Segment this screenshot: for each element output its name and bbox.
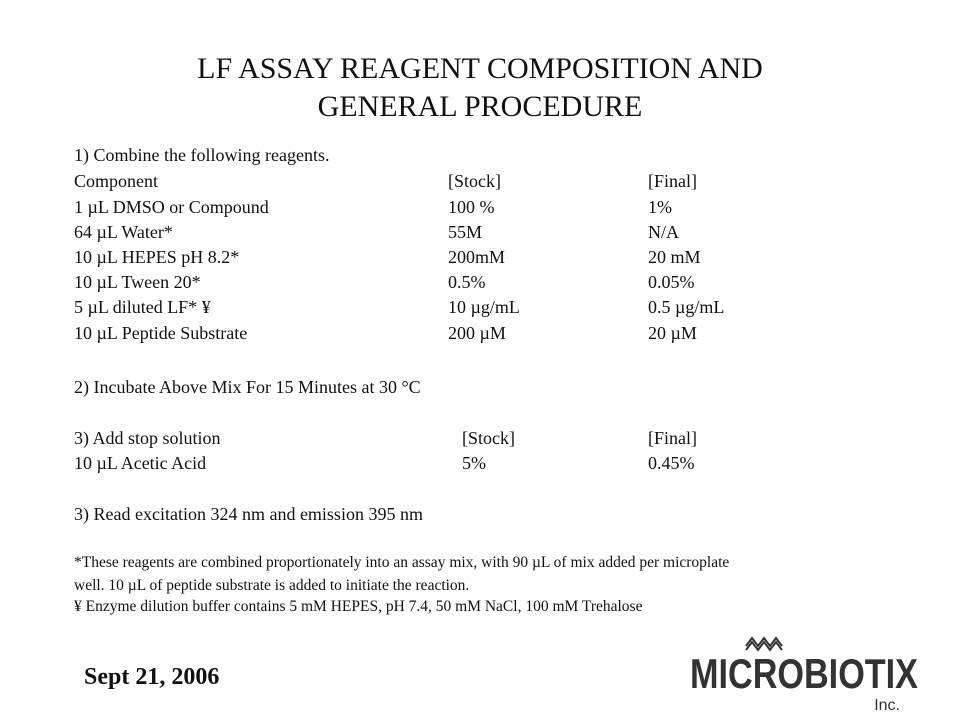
cell-stock: 55M <box>448 222 483 242</box>
cell-stock: 10 µg/mL <box>448 297 520 317</box>
footnote-line-2: well. 10 µL of peptide substrate is added to initiate the reaction. <box>74 577 470 594</box>
cell-final: 20 mM <box>648 247 701 267</box>
cell-final: 0.5 µg/mL <box>648 297 725 317</box>
footnote-line-3: ¥ Enzyme dilution buffer contains 5 mM HEPES, pH 7.4, 50 mM NaCl, 100 mM Trehalose <box>74 598 643 615</box>
header-stock: [Stock] <box>448 171 501 191</box>
step2-heading: 2) Incubate Above Mix For 15 Minutes at 30 °C <box>74 377 421 397</box>
cell-component: 5 µL diluted LF* ¥ <box>74 297 211 317</box>
step3-heading: 3) Add stop solution <box>74 428 221 448</box>
microbiotix-logo <box>684 636 924 716</box>
cell-final: 0.45% <box>648 453 695 473</box>
header-stock: [Stock] <box>462 428 515 448</box>
cell-stock: 200mM <box>448 247 506 267</box>
cell-component: 10 µL Acetic Acid <box>74 453 207 473</box>
step1-heading: 1) Combine the following reagents. <box>74 145 330 165</box>
title-line-1: LF ASSAY REAGENT COMPOSITION AND <box>197 52 763 85</box>
cell-final: 1% <box>648 197 672 217</box>
cell-stock: 0.5% <box>448 272 486 292</box>
cell-stock: 200 µM <box>448 323 506 343</box>
cell-final: N/A <box>648 222 679 242</box>
date-label: Sept 21, 2006 <box>84 664 220 690</box>
cell-final: 0.05% <box>648 272 695 292</box>
step4-heading: 3) Read excitation 324 nm and emission 395 nm <box>74 504 423 524</box>
cell-final: 20 µM <box>648 323 697 343</box>
header-component: Component <box>74 171 158 191</box>
cell-component: 10 µL Tween 20* <box>74 272 201 292</box>
logo-wordmark: MICROBIOTIX <box>690 650 918 697</box>
header-final: [Final] <box>648 428 697 448</box>
logo-waves-icon <box>746 638 782 650</box>
cell-stock: 100 % <box>448 197 495 217</box>
cell-component: 10 µL HEPES pH 8.2* <box>74 247 240 267</box>
logo-suffix: Inc. <box>874 697 900 714</box>
cell-component: 64 µL Water* <box>74 222 173 242</box>
cell-stock: 5% <box>462 453 486 473</box>
page-title <box>0 50 960 126</box>
cell-component: 10 µL Peptide Substrate <box>74 323 248 343</box>
cell-component: 1 µL DMSO or Compound <box>74 197 269 217</box>
footnote-line-1: *These reagents are combined proportionately into an assay mix, with 90 µL of mix added per microplate <box>74 554 730 571</box>
header-final: [Final] <box>648 171 697 191</box>
title-line-2: GENERAL PROCEDURE <box>317 90 643 123</box>
